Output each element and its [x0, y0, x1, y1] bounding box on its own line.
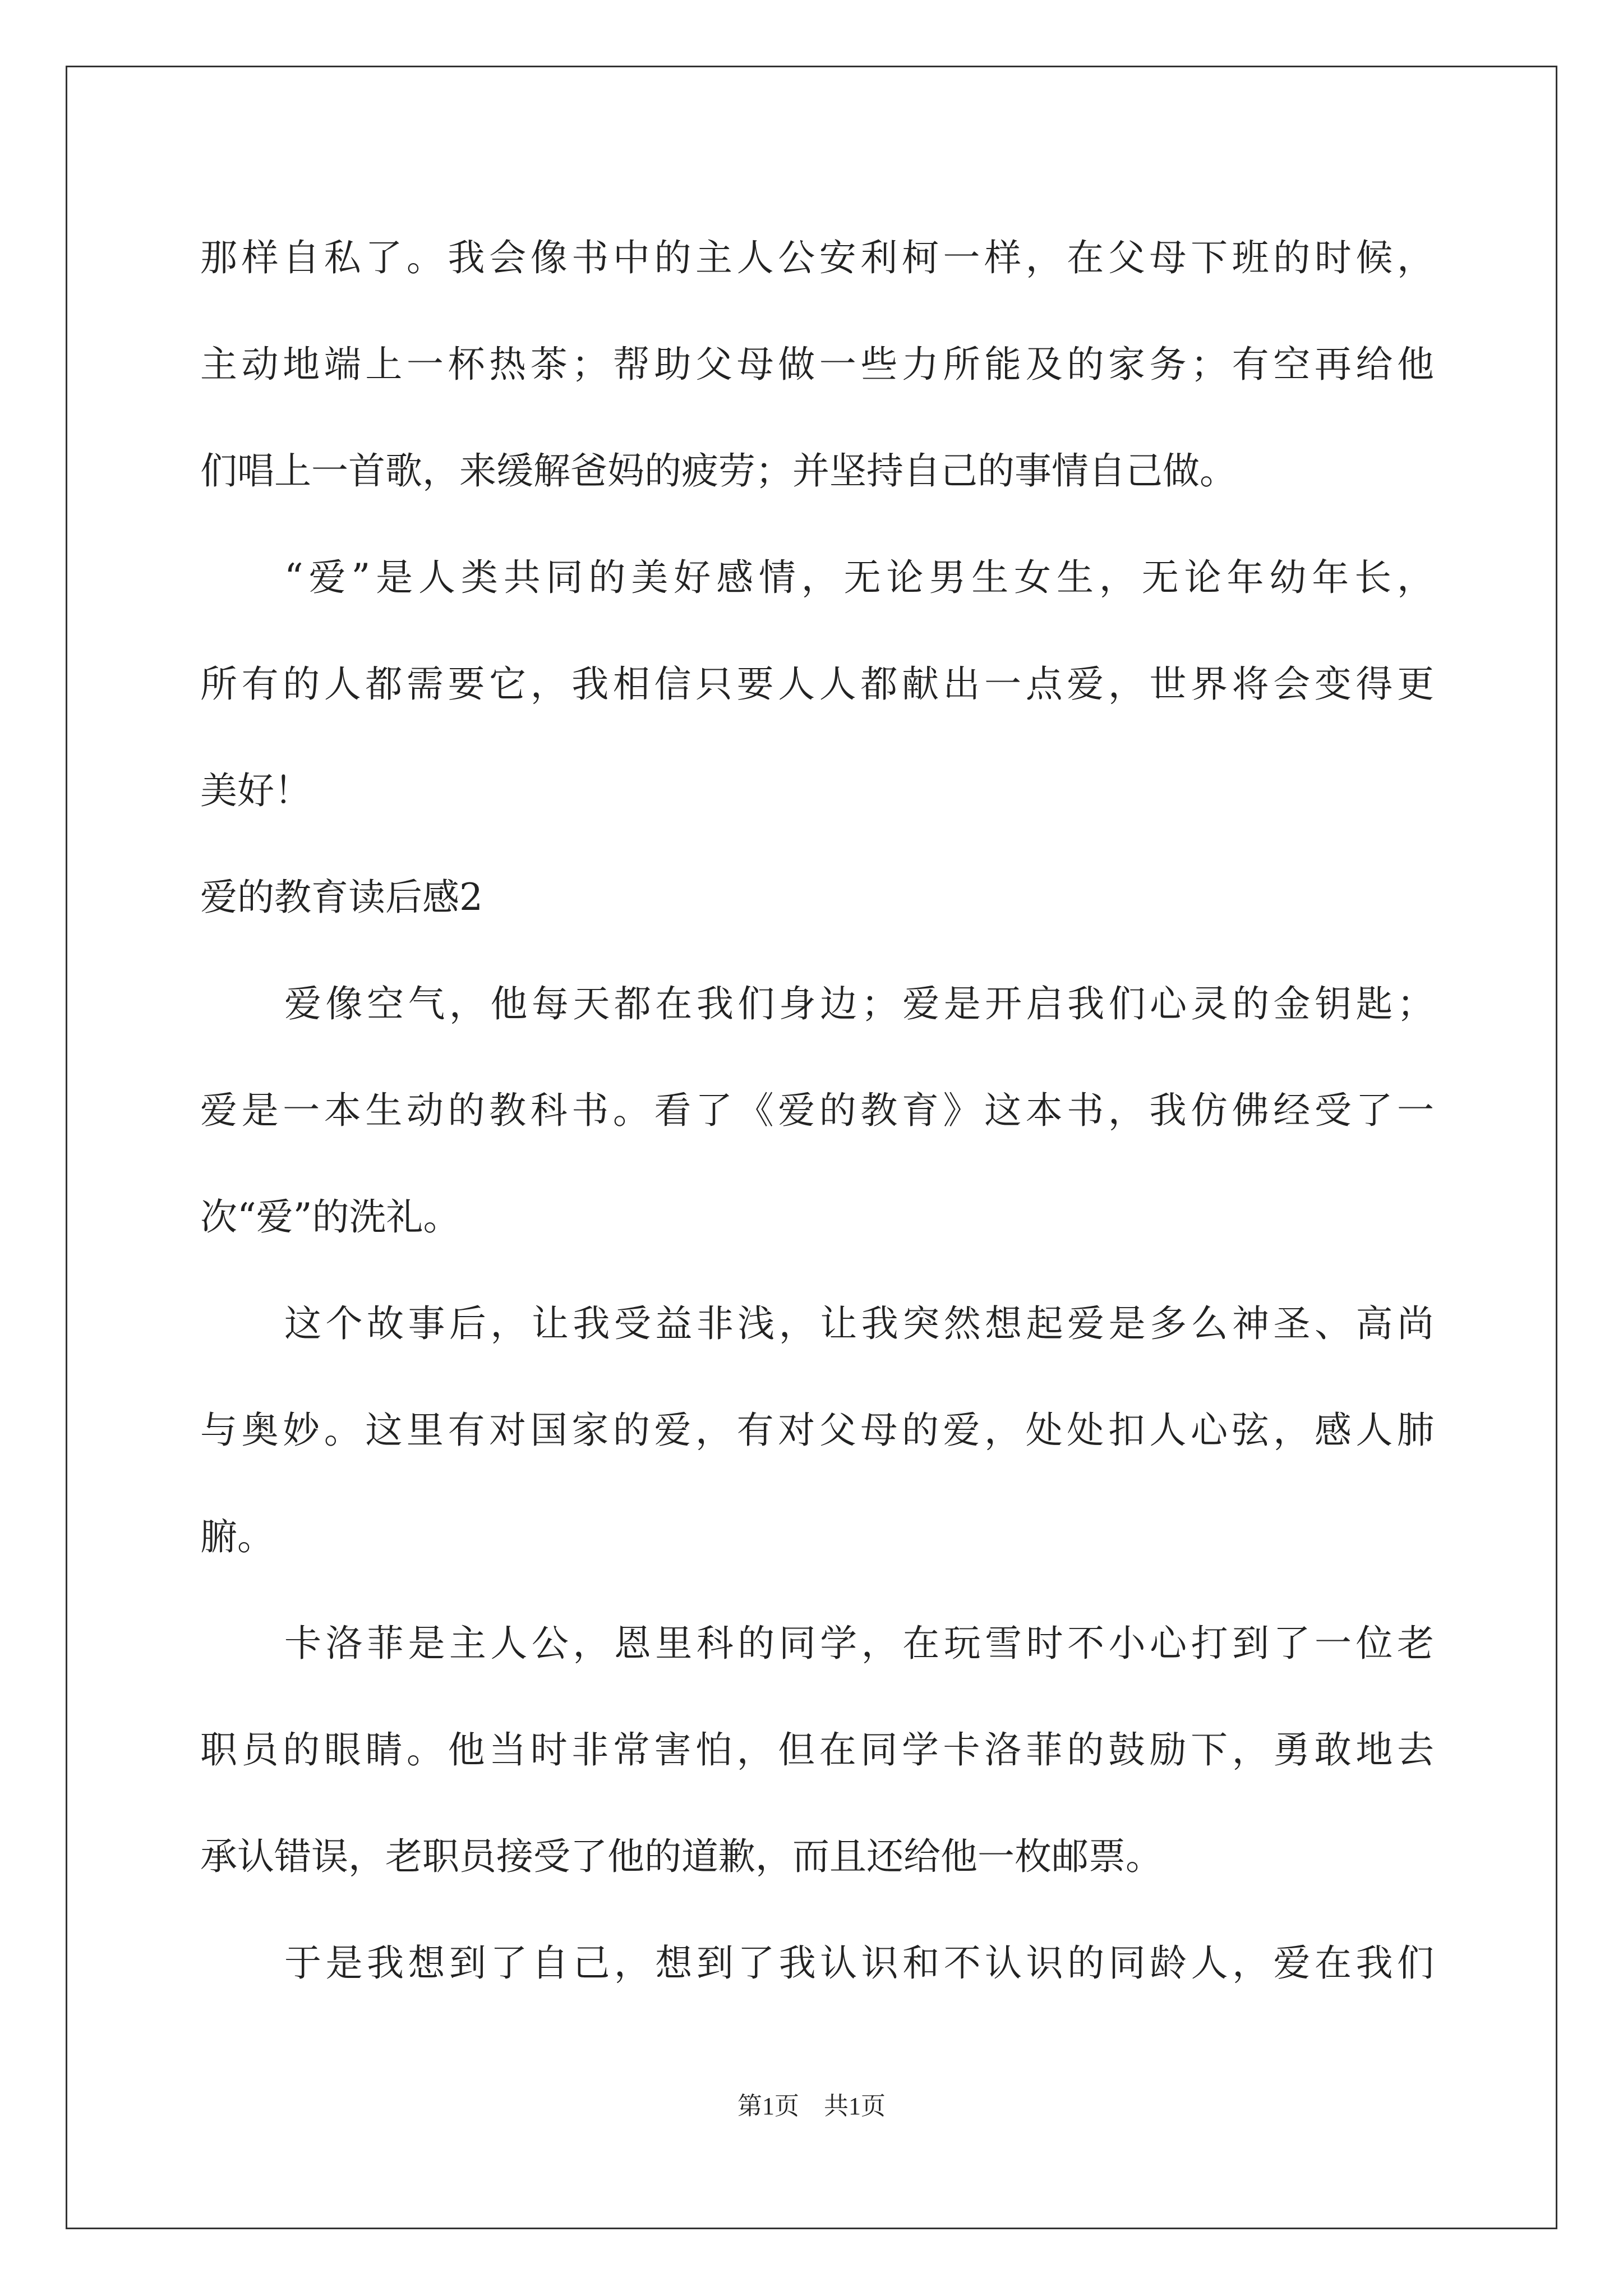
text-line-4: “爱”是人类共同的美好感情，无论男生女生，无论年幼年长， [284, 556, 1434, 599]
text-line-17: 于是我想到了自己，想到了我认识和不认识的同龄人，爱在我们 [284, 1941, 1434, 1985]
text-line-3: 们唱上一首歌，来缓解爸妈的疲劳；并坚持自己的事情自己做。 [200, 449, 1237, 493]
text-line-6: 美好！ [200, 769, 311, 812]
document-body [200, 205, 1434, 2017]
text-line-10: 次“爱”的洗礼。 [200, 1195, 460, 1239]
text-line-8: 爱像空气，他每天都在我们身边；爱是开启我们心灵的金钥匙； [284, 982, 1434, 1025]
text-line-15: 职员的眼睛。他当时非常害怕，但在同学卡洛菲的鼓励下，勇敢地去 [200, 1728, 1434, 1772]
section-heading: 爱的教育读后感2 [200, 876, 483, 919]
text-line-9: 爱是一本生动的教科书。看了《爱的教育》这本书，我仿佛经受了一 [200, 1089, 1434, 1132]
page-footer: 第1页 共1页 [737, 2092, 886, 2120]
text-line-13: 腑。 [200, 1515, 274, 1558]
text-line-16: 承认错误，老职员接受了他的道歉，而且还给他一枚邮票。 [200, 1835, 1163, 1878]
text-line-11: 这个故事后，让我受益非浅，让我突然想起爱是多么神圣、高尚 [284, 1302, 1434, 1345]
text-line-1: 那样自私了。我会像书中的主人公安利柯一样，在父母下班的时候， [200, 236, 1434, 279]
text-line-14: 卡洛菲是主人公，恩里科的同学，在玩雪时不小心打到了一位老 [284, 1622, 1434, 1665]
text-line-2: 主动地端上一杯热茶；帮助父母做一些力所能及的家务；有空再给他 [200, 343, 1434, 386]
text-line-5: 所有的人都需要它，我相信只要人人都献出一点爱，世界将会变得更 [200, 662, 1434, 706]
text-line-12: 与奥妙。这里有对国家的爱，有对父母的爱，处处扣人心弦，感人肺 [200, 1409, 1434, 1452]
